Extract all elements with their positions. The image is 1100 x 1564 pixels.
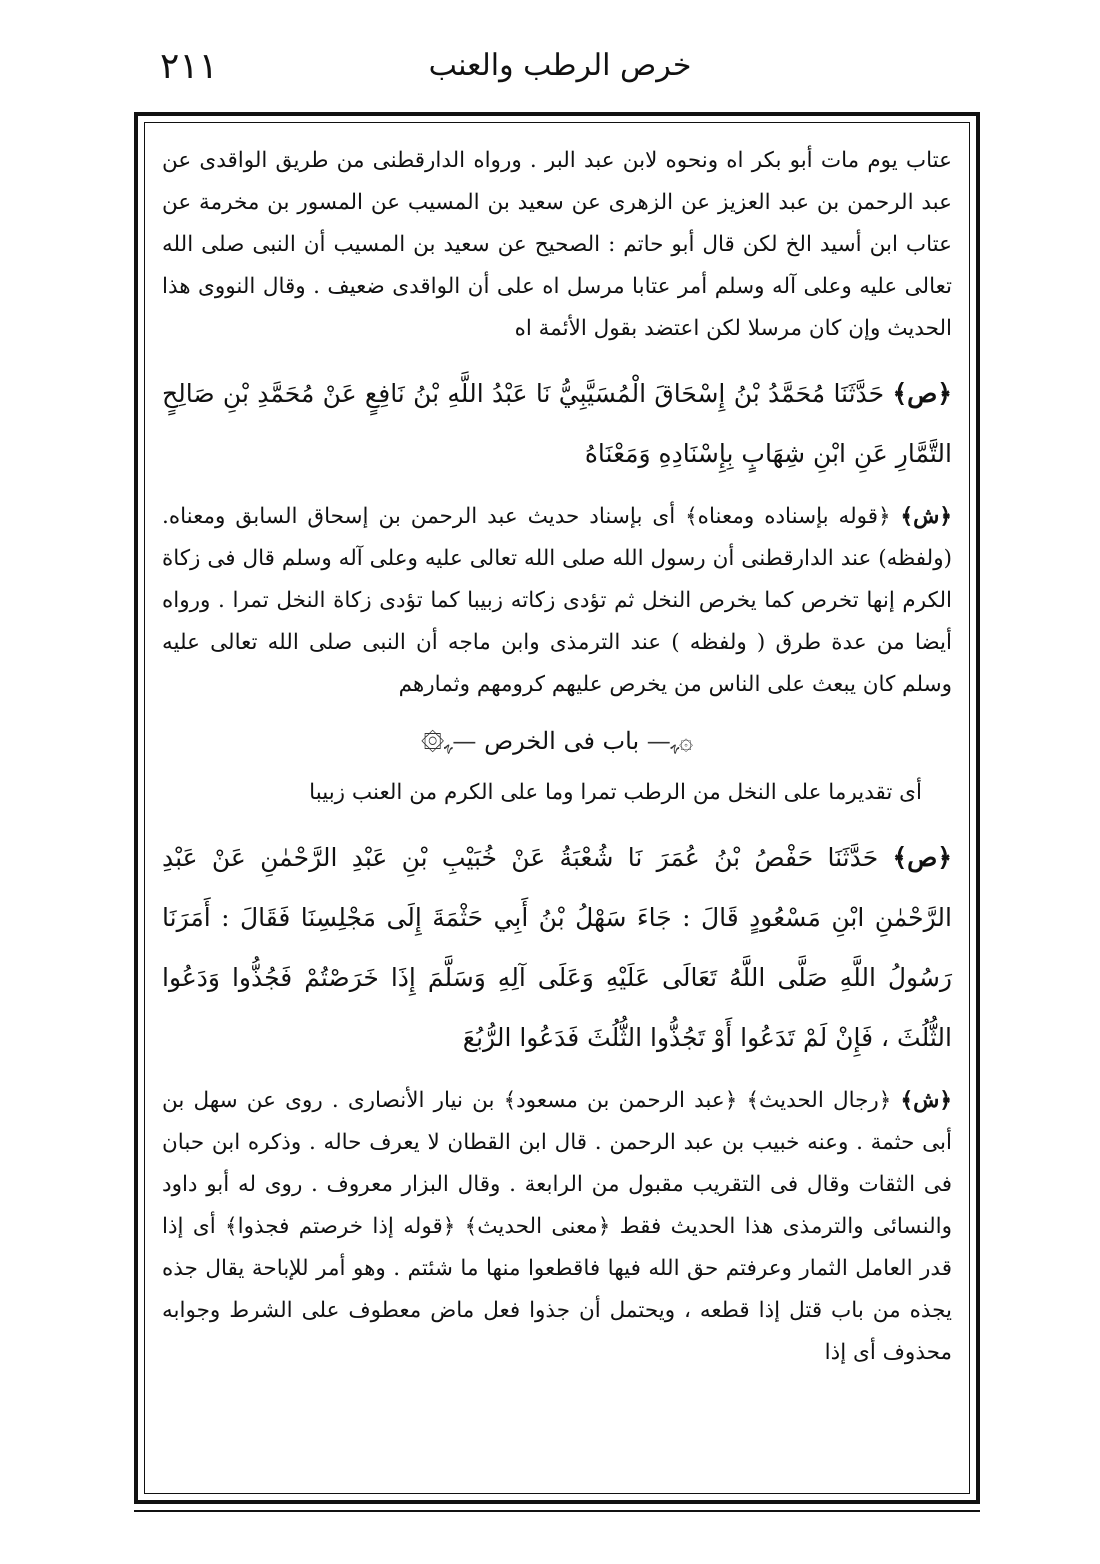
hadith-text-1 (162, 364, 952, 484)
chapter-gloss: أى تقديرما على النخل من الرطب تمرا وما على الكرم من العنب زبيبا (309, 780, 922, 805)
page-body (162, 140, 952, 1480)
page-header (130, 40, 990, 100)
hadith-marker: ﴿ص﴾ (892, 379, 952, 408)
hadith-text-2 (162, 828, 952, 1068)
ornament-left: —ﮩ۞ (420, 727, 477, 755)
hadith-marker: ﴿ص﴾ (892, 843, 953, 872)
commentary-marker: ﴿ش﴾ (900, 504, 952, 529)
commentary-body: ﴿رجال الحديث﴾ ﴿عبد الرحمن بن مسعود﴾ بن نيار الأنصارى . روى عن سهل بن أبى حثمة . وعنه خبيب بن عبد الرحمن . قال ابن القطان لا يعرف حاله . وذكره ابن حبان فى الثقات وقال فى التقريب مقبول من الرابعة . وقال البزار معروف . روى له أبو داود والنسائى والترمذى هذا الحديث فقط ﴿معنى الحديث﴾ ﴿قوله إذا خرصتم فجذوا﴾ أى إذا قدر العامل الثمار وعرفتم حق الله فيها فاقطعوا منها ما شئتم . وهو أمر للإباحة يقال جذه يجذه من باب قتل إذا قطعه ، ويحتمل أن جذوا فعل ماض معطوف على الشرط وجوابه محذوف أى إذا (162, 1088, 952, 1365)
chapter-title: باب فى الخرص (484, 727, 640, 755)
ornament-right: ۞ﮩ— (646, 727, 694, 755)
hadith-body: حَدَّثَنَا حَفْصُ بْنُ عُمَرَ نَا شُعْبَةُ عَنْ خُبَيْبِ بْنِ عَبْدِ الرَّحْمٰنِ عَنْ عَبْدِ الرَّحْمٰنِ ابْنِ مَسْعُودٍ قَالَ : جَاءَ سَهْلُ بْنُ أَبِي حَثْمَةَ إِلَى مَجْلِسِنَا فَقَالَ : أَمَرَنَا رَسُولُ اللَّهِ صَلَّى اللَّهُ تَعَالَى عَلَيْهِ وَعَلَى آلِهِ وَسَلَّمَ إِذَا خَرَصْتُمْ فَجُذُّوا وَدَعُوا الثُّلُثَ ، فَإِنْ لَمْ تَدَعُوا أَوْ تَجُذُّوا الثُّلُثَ فَدَعُوا الرُّبُعَ (162, 843, 952, 1052)
commentary-body: ﴿قوله بإسناده ومعناه﴾ أى بإسناد حديث عبد الرحمن بن إسحاق السابق ومعناه. (ولفظه) عند الدارقطنى أن رسول الله صلى الله تعالى عليه وعلى آله وسلم قال فى زكاة الكرم إنها تخرص كما يخرص النخل ثم تؤدى زكاته زبيبا كما تؤدى زكاة النخل تمرا . ورواه أيضا من عدة طرق ( ولفظه ) عند الترمذى وابن ماجه أن النبى صلى الله تعالى عليه وسلم كان يبعث على الناس من يخرص عليهم كرومهم وثمارهم (162, 504, 952, 697)
chapter-heading (162, 716, 952, 766)
commentary-marker: ﴿ش﴾ (900, 1088, 952, 1113)
bottom-rule (134, 1510, 980, 1512)
commentary-1 (162, 496, 952, 706)
hadith-body: حَدَّثَنَا مُحَمَّدُ بْنُ إِسْحَاقَ الْمُسَيَّبِيُّ نَا عَبْدُ اللَّهِ بْنُ نَافِعٍ عَنْ مُحَمَّدِ بْنِ صَالِحٍ التَّمَّارِ عَنِ ابْنِ شِهَابٍ بِإِسْنَادِهِ وَمَعْنَاهُ (162, 379, 952, 468)
paragraph-continuation: عتاب يوم مات أبو بكر اه ونحوه لابن عبد البر . ورواه الدارقطنى من طريق الواقدى عن عبد الرحمن بن عبد العزيز عن الزهرى عن سعيد بن المسيب عن المسور بن مخرمة عن عتاب ابن أسيد الخ لكن قال أبو حاتم : الصحيح عن سعيد بن المسيب أن النبى صلى الله تعالى عليه وعلى آله وسلم أمر عتابا مرسل اه على أن الواقدى ضعيف . وقال النووى هذا الحديث وإن كان مرسلا لكن اعتضد بقول الأئمة اه (162, 148, 952, 341)
page-number: ٢١١ (160, 46, 219, 87)
commentary-2 (162, 1080, 952, 1374)
running-title: خرص الرطب والعنب (428, 48, 692, 83)
